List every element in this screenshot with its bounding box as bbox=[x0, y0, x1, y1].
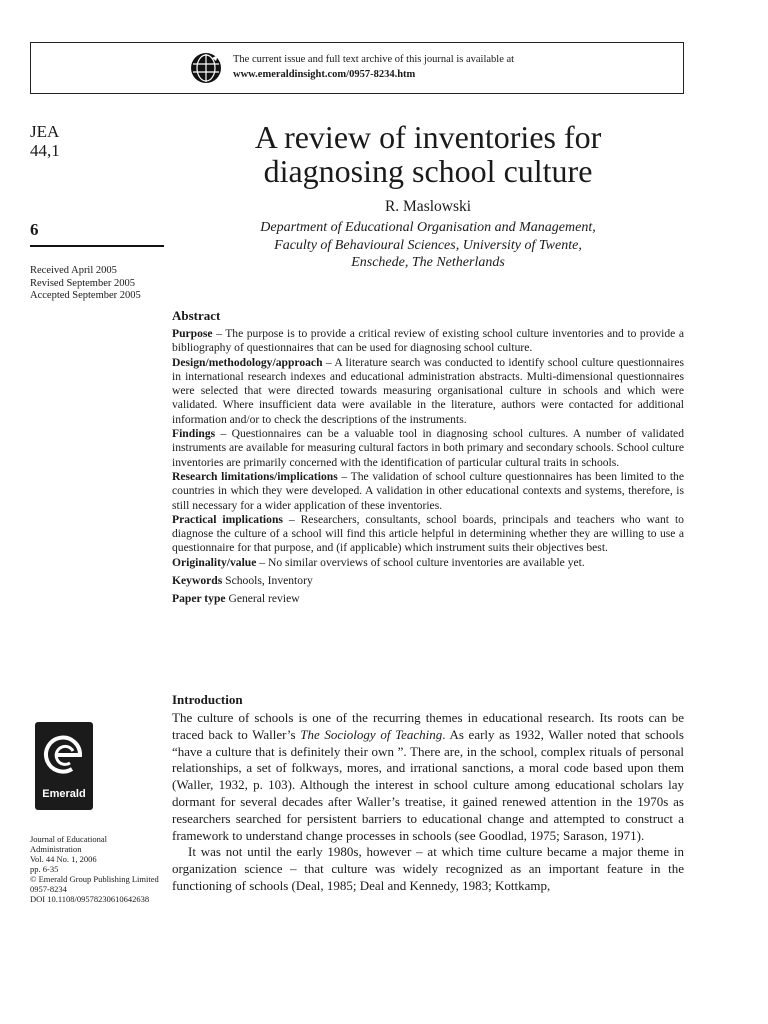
abstract-label: Originality/value bbox=[172, 555, 257, 569]
page-number: 6 bbox=[30, 220, 39, 239]
journal-volume: 44,1 bbox=[30, 141, 60, 160]
emerald-mark-icon bbox=[42, 729, 86, 781]
introduction-heading: Introduction bbox=[172, 692, 243, 707]
abstract-heading: Abstract bbox=[172, 308, 221, 323]
abstract-label: Keywords bbox=[172, 574, 223, 588]
author-affiliation bbox=[172, 219, 684, 272]
pubinfo-line: pp. 6-35 bbox=[30, 864, 59, 874]
date-received: Received April 2005 bbox=[30, 265, 117, 276]
intro-paragraph-2: It was not until the early 1980s, however – at which time culture became a major theme in organization science – that culture was widely recognized as an important feature in the functioning of schools (Deal, 1985; Deal and Kennedy, 1983; Kottkamp, bbox=[172, 844, 684, 893]
pubinfo-line: Vol. 44 No. 1, 2006 bbox=[30, 854, 97, 864]
pubinfo-line: Administration bbox=[30, 844, 82, 854]
date-accepted: Accepted September 2005 bbox=[30, 290, 141, 301]
abstract-label: Findings bbox=[172, 427, 216, 441]
author-name: R. Maslowski bbox=[384, 198, 472, 215]
journal-code bbox=[30, 122, 164, 160]
abstract-text: – Researchers, consultants, school boards, principals and teachers who want to diagnose the culture of a school will find this article helpful in determining whether they are willing to use a questionnaire for that purpose, and (if applicable) which instrument suits their objectives best. bbox=[172, 512, 684, 555]
abstract-text: – The purpose is to provide a critical review of existing school culture inventories and to provide a bibliography of questionnaires that can be used for diagnosing school culture. bbox=[172, 327, 684, 355]
abstract-purpose bbox=[172, 327, 684, 356]
title-line: diagnosing school culture bbox=[263, 153, 593, 189]
submission-dates bbox=[30, 265, 164, 303]
date-revised: Revised September 2005 bbox=[30, 277, 135, 289]
abstract-text: – No similar overviews of school culture inventories are available yet. bbox=[256, 555, 585, 569]
page-number-rule bbox=[30, 245, 164, 247]
article-title bbox=[172, 120, 684, 188]
affiliation-line: Faculty of Behavioural Sciences, University of Twente, bbox=[274, 237, 582, 253]
abstract-label: Design/methodology/approach bbox=[172, 355, 323, 369]
abstract-findings bbox=[172, 427, 684, 470]
abstract-label: Research limitations/implications bbox=[172, 469, 338, 483]
abstract-body bbox=[172, 327, 684, 607]
abstract-text: – The validation of school culture questionnaires has been limited to the countries in which they were developed. A validation in other educational contexts and systems, therefore, is still necessary for a wider application of these inventories. bbox=[172, 469, 684, 512]
paper-type-text: General review bbox=[225, 592, 300, 606]
abstract-keywords bbox=[172, 574, 684, 588]
abstract-design bbox=[172, 356, 684, 427]
introduction-body bbox=[172, 710, 684, 895]
banner-line: The current issue and full text archive of this journal is available at bbox=[233, 54, 515, 65]
pubinfo-line: 0957-8234 bbox=[30, 884, 67, 894]
abstract-text: – A literature search was conducted to identify school culture questionnaires in international research indexes and educational administration abstracts. Multi-dimensional questionnaires were selected that were directed towards measuring organisational culture in schools and which were validated. Where insufficient data were available in the literature, authors were contacted for additional information and/or to check the descriptions of the instruments. bbox=[172, 355, 684, 426]
abstract-text: – Questionnaires can be a valuable tool in diagnosing school cultures. A number of validated instruments are available for measuring cultural factors in both primary and secondary schools. School culture inventories are primarily concerned with the identification of particular cultural traits in schools. bbox=[172, 427, 684, 469]
intro-book-title: The Sociology of Teaching bbox=[300, 726, 443, 742]
affiliation-line: Department of Educational Organisation and Management, bbox=[260, 220, 596, 235]
emerald-logo bbox=[35, 722, 93, 810]
publication-info bbox=[30, 834, 164, 904]
pubinfo-doi: DOI 10.1108/09578230610642638 bbox=[30, 894, 150, 904]
pubinfo-line: © Emerald Group Publishing Limited bbox=[30, 874, 159, 884]
pubinfo-line: Journal of Educational bbox=[30, 834, 107, 844]
abstract-limitations bbox=[172, 470, 684, 513]
banner-url[interactable]: www.emeraldinsight.com/0957-8234.htm bbox=[233, 69, 416, 80]
affiliation-line: Enschede, The Netherlands bbox=[351, 255, 505, 270]
abstract-label: Paper type bbox=[172, 592, 226, 606]
abstract-originality bbox=[172, 556, 684, 570]
intro-text: . As early as 1932, Waller noted that schools “have a culture that is definitely their own ”. There are, in the school, complex rituals of personal relationships, a set of folkways, mores, and irrational sanctions, a moral code based upon them (Waller, 1932, p. 103). Although the interest in school culture among educational scholars lay dormant for several decades after Waller’s treatise, it gained renewed attention in the 1970s as researchers searched for persistent barriers to educational change and attempted to construct a framework to understand change processes in schools (see Goodlad, 1975; Sarason, 1971). bbox=[172, 726, 684, 843]
abstract-paper-type bbox=[172, 592, 684, 606]
intro-paragraph-1 bbox=[172, 710, 684, 844]
title-line: A review of inventories for bbox=[254, 119, 602, 155]
abstract-label: Purpose bbox=[172, 327, 213, 340]
globe-icon bbox=[190, 52, 222, 84]
banner-text bbox=[233, 52, 514, 82]
intro-text: The culture of schools is one of the recurring themes in educational research. Its roots can be traced back to Waller’s bbox=[172, 710, 684, 742]
keywords-text: Schools, Inventory bbox=[222, 574, 313, 588]
journal-abbrev: JEA bbox=[30, 122, 60, 141]
emerald-logo-text: Emerald bbox=[42, 788, 86, 800]
abstract-practical bbox=[172, 513, 684, 556]
abstract-label: Practical implications bbox=[172, 512, 283, 526]
